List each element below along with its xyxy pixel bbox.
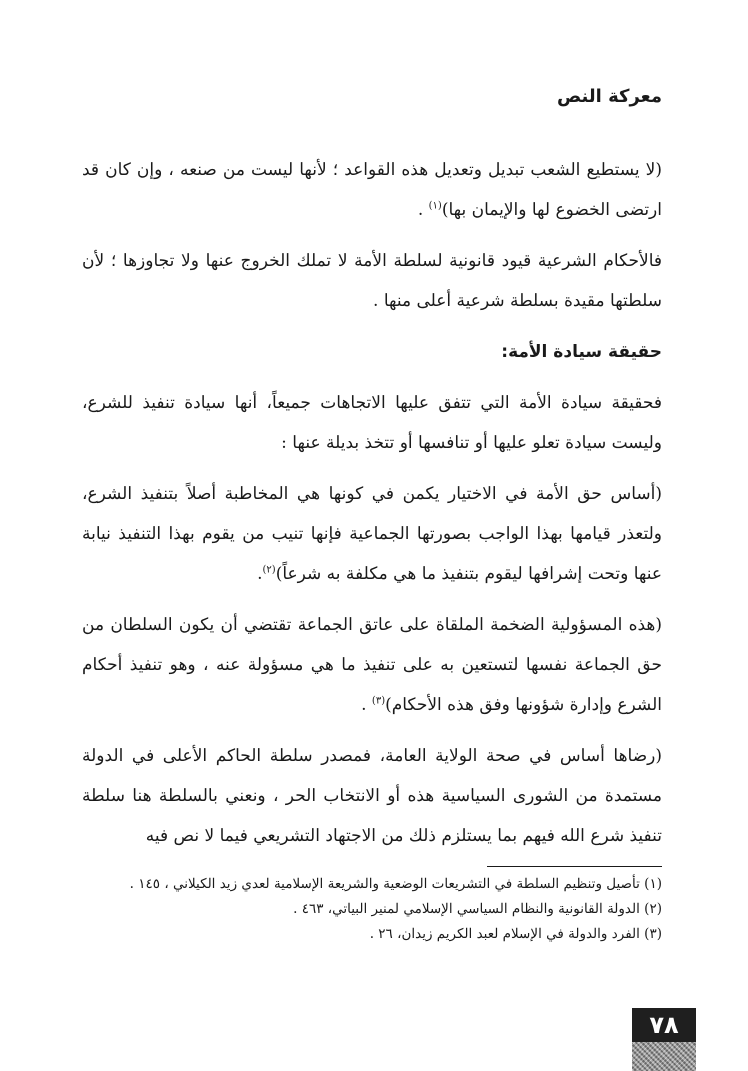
paragraph-4-text: (أساس حق الأمة في الاختيار يكمن في كونها هي المخاطبة أصلاً بتنفيذ الشرع، ولتعذر قيامها بهذا الواجب بصورتها الجماعية فإنها تنيب من يقوم بهذا التنفيذ نيابة عنها وتحت إشرافها ليقوم بتنفيذ ما هي مكلفة به شرعاً) [82, 484, 662, 584]
paragraph-4-end: . [257, 564, 263, 584]
footnotes [82, 872, 662, 947]
footnote-divider [487, 866, 662, 867]
paragraph-5 [82, 605, 662, 725]
section-heading: حقيقة سيادة الأمة: [501, 342, 662, 362]
footnote-ref-3: (٣) [371, 695, 386, 707]
paragraph-6: (رضاها أساس في صحة الولاية العامة، فمصدر سلطة الحاكم الأعلى في الدولة مستمدة من الشورى السياسية هذه أو الانتخاب الحر ، ونعني بالسلطة هنا سلطة تنفيذ شرع الله فيهم بما يستلزم ذلك من الاجتهاد التشريعي فيما لا نص فيه [82, 746, 662, 846]
paragraph-1 [82, 150, 662, 230]
footnote-ref-2: (٢) [262, 564, 276, 576]
paragraph-5-end: . [361, 695, 372, 715]
footnote-2: (٢) الدولة القانونية والنظام السياسي الإسلامي لمنير البياتي، ٤٦٣ . [293, 901, 662, 917]
main-text [82, 150, 662, 867]
footnote-ref-1: (١) [428, 200, 442, 212]
paragraph-4 [82, 474, 662, 594]
paragraph-2: فالأحكام الشرعية قيود قانونية لسلطة الأمة لا تملك الخروج عنها ولا تجاوزها ؛ لأن سلطتها مقيدة بسلطة شرعية أعلى منها . [82, 251, 662, 311]
running-header-title: معركة النص [557, 86, 662, 107]
paragraph-1-text: (لا يستطيع الشعب تبديل وتعديل هذه القواعد ؛ لأنها ليست من صنعه ، وإن كان قد ارتضى الخضوع لها والإيمان بها) [82, 160, 662, 220]
paragraph-1-end: . [417, 200, 429, 220]
footnote-3: (٣) الفرد والدولة في الإسلام لعبد الكريم زيدان، ٢٦ . [369, 926, 662, 942]
paragraph-3: فحقيقة سيادة الأمة التي تتفق عليها الاتجاهات جميعاً، أنها سيادة تنفيذ للشرع، وليست سيادة تعلو عليها أو تنافسها أو تتخذ بديلة عنها : [82, 393, 662, 453]
page-edge-texture [632, 1042, 696, 1071]
paragraph-5-text: (هذه المسؤولية الضخمة الملقاة على عاتق الجماعة تقتضي أن يكون السلطان من حق الجماعة نفسها لتستعين به على تنفيذ ما هي مسؤولة عنه ، وهو تنفيذ أحكام الشرع وإدارة شؤونها وفق هذه الأحكام) [82, 615, 662, 715]
footnote-1: (١) تأصيل وتنظيم السلطة في التشريعات الوضعية والشريعة الإسلامية لعدي زيد الكيلاني ، ١٤٥ . [129, 876, 662, 892]
page-number: ٧٨ [632, 1008, 696, 1042]
